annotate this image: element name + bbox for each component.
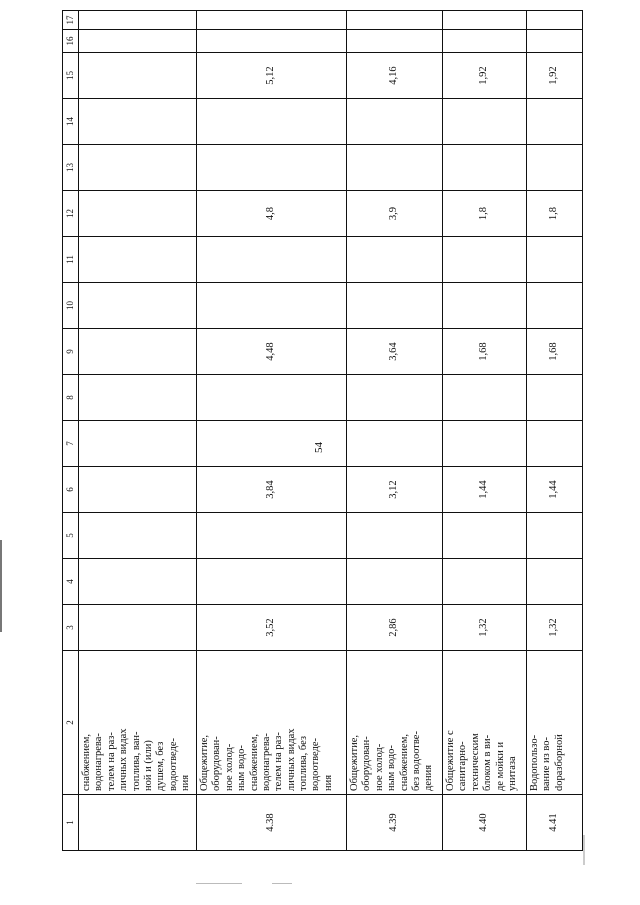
value-cell [527, 11, 583, 30]
table-row [197, 11, 347, 851]
value-cell: 3,9 [347, 191, 443, 237]
value-cell [79, 329, 197, 375]
value-cell [79, 53, 197, 99]
row-description: Общежитие, оборудован- ное холод- ным водо- снабжением, водонагрева- телем на раз- личных видах топлива, без водоотведе- ния [197, 651, 347, 795]
value-cell [79, 283, 197, 329]
table-row [443, 11, 527, 851]
value-cell: 3,12 [347, 467, 443, 513]
header-row [63, 11, 79, 851]
value-cell [197, 30, 347, 53]
value-cell [79, 605, 197, 651]
value-cell [443, 421, 527, 467]
value-cell: 1,8 [443, 191, 527, 237]
row-id: 4.39 [347, 795, 443, 851]
header-cell: 17 [63, 11, 79, 30]
value-cell: 1,68 [527, 329, 583, 375]
value-cell: 4,8 [197, 191, 347, 237]
value-cell: 3,84 [197, 467, 347, 513]
header-cell: 13 [63, 145, 79, 191]
value-cell [347, 421, 443, 467]
value-cell: 1,32 [527, 605, 583, 651]
header-cell: 5 [63, 513, 79, 559]
right-scan-mark [583, 835, 585, 865]
header-cell: 12 [63, 191, 79, 237]
value-cell [347, 145, 443, 191]
value-cell [347, 283, 443, 329]
value-cell [197, 99, 347, 145]
bottom-scan-mark-1 [196, 883, 242, 884]
value-cell [197, 513, 347, 559]
value-cell [197, 283, 347, 329]
value-cell [79, 559, 197, 605]
row-id [79, 795, 197, 851]
value-cell [197, 237, 347, 283]
value-cell [347, 11, 443, 30]
row-description: Общежитие, оборудован- ное холод- ным водо- снабжением, без водоотве- дения [347, 651, 443, 795]
left-edge-mark [0, 540, 2, 632]
header-cell: 14 [63, 99, 79, 145]
value-cell [527, 513, 583, 559]
table-row [527, 11, 583, 851]
value-cell [347, 375, 443, 421]
row-id: 4.41 [527, 795, 583, 851]
header-cell: 1 [63, 795, 79, 851]
table-row [347, 11, 443, 851]
row-description: Общежитие с санитарно- техническим блоком в ви- де мойки и унитаза [443, 651, 527, 795]
header-cell: 4 [63, 559, 79, 605]
value-cell [197, 145, 347, 191]
value-cell [527, 145, 583, 191]
header-cell: 10 [63, 283, 79, 329]
value-cell [527, 30, 583, 53]
value-cell [79, 375, 197, 421]
value-cell [443, 11, 527, 30]
value-cell [79, 421, 197, 467]
value-cell [197, 559, 347, 605]
value-cell [527, 283, 583, 329]
header-cell: 8 [63, 375, 79, 421]
value-cell [443, 513, 527, 559]
tariff-table [62, 10, 583, 851]
value-cell: 1,32 [443, 605, 527, 651]
value-cell [443, 30, 527, 53]
value-cell: 1,44 [527, 467, 583, 513]
value-cell [443, 559, 527, 605]
header-cell: 6 [63, 467, 79, 513]
value-cell [79, 513, 197, 559]
header-cell: 7 [63, 421, 79, 467]
value-cell [347, 99, 443, 145]
bottom-scan-mark-2 [272, 883, 292, 884]
header-cell: 16 [63, 30, 79, 53]
value-cell [79, 11, 197, 30]
value-cell [443, 283, 527, 329]
value-cell [347, 559, 443, 605]
value-cell: 2,86 [347, 605, 443, 651]
value-cell [443, 237, 527, 283]
value-cell [79, 99, 197, 145]
header-cell: 15 [63, 53, 79, 99]
value-cell [527, 99, 583, 145]
value-cell: 1,92 [527, 53, 583, 99]
value-cell [443, 145, 527, 191]
value-cell [197, 421, 347, 467]
value-cell: 3,64 [347, 329, 443, 375]
table-row [79, 11, 197, 851]
value-cell [79, 237, 197, 283]
value-cell [79, 30, 197, 53]
value-cell [79, 467, 197, 513]
header-cell: 3 [63, 605, 79, 651]
page-number: 54 [313, 442, 325, 454]
value-cell [527, 237, 583, 283]
value-cell [79, 145, 197, 191]
row-id: 4.38 [197, 795, 347, 851]
header-cell: 2 [63, 651, 79, 795]
value-cell: 4,16 [347, 53, 443, 99]
row-id: 4.40 [443, 795, 527, 851]
value-cell: 1,68 [443, 329, 527, 375]
header-cell: 9 [63, 329, 79, 375]
value-cell [197, 11, 347, 30]
value-cell: 5,12 [197, 53, 347, 99]
value-cell [527, 559, 583, 605]
row-description: снабжением, водонагрева- телем на раз- личных видах топлива, ван- ной и (или) душем, без водоотведе- ния [79, 651, 197, 795]
value-cell [527, 421, 583, 467]
value-cell [347, 237, 443, 283]
value-cell [443, 375, 527, 421]
header-cell: 11 [63, 237, 79, 283]
value-cell [443, 99, 527, 145]
value-cell [527, 375, 583, 421]
value-cell: 1,44 [443, 467, 527, 513]
rotated-table [62, 15, 582, 851]
value-cell [347, 513, 443, 559]
value-cell: 4,48 [197, 329, 347, 375]
value-cell [197, 375, 347, 421]
row-description: Водопользо- вание из во- dоразборной [527, 651, 583, 795]
value-cell [347, 30, 443, 53]
value-cell [79, 191, 197, 237]
table-container [62, 15, 582, 851]
value-cell: 1,8 [527, 191, 583, 237]
value-cell: 1,92 [443, 53, 527, 99]
value-cell: 3,52 [197, 605, 347, 651]
